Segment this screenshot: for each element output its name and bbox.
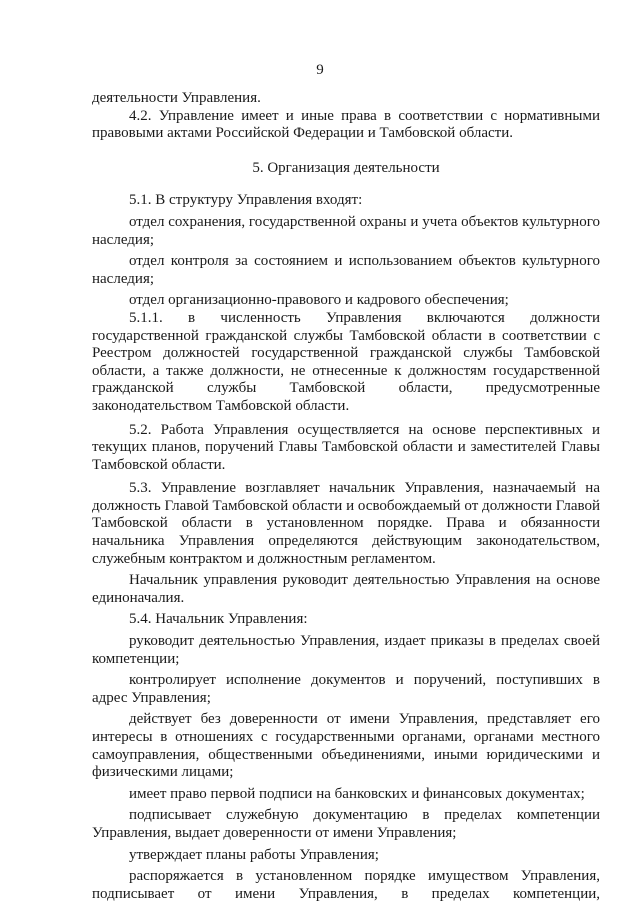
duty-item-6: утверждает планы работы Управления; (129, 846, 379, 863)
duty-item-4: имеет право первой подписи на банковских и финансовых документах; (129, 785, 585, 802)
paragraph-5-1-1: 5.1.1. в численность Управления включаются должности государственной гражданской службы Тамбовской области в соответствии с Реестром должностей государственной гражданской службы Тамбовской области, а также должности, не отнесенные к должностям государственной гражданской службы Тамбовской области, предусмотренные законодательством Тамбовской области. (92, 309, 600, 414)
duty-item-2: контролирует исполнение документов и поручений, поступивших в адрес Управления; (92, 672, 600, 706)
duty-item-3: действует без доверенности от имени Управления, представляет его интересы в отношениях с государственными органами, органами местного самоуправления, общественными объединениями, иными юридическими и физическими лицами; (92, 711, 600, 781)
paragraph-4-2: 4.2. Управление имеет и иные права в соответствии с нормативными правовыми актами Российской Федерации и Тамбовской области. (92, 107, 600, 142)
paragraph-5-3: 5.3. Управление возглавляет начальник Управления, назначаемый на должность Главой Тамбовской области и освобождаемый от должности Главой Тамбовской области в установленном порядке. Права и обязанности начальника Управления определяются действующим законодательством, служебным контрактом и должностным регламентом. (92, 480, 600, 567)
paragraph-5-2: 5.2. Работа Управления осуществляется на основе перспективных и текущих планов, поручений Главы Тамбовской области и заместителей Главы Тамбовской области. (92, 421, 600, 473)
paragraph-5-1: 5.1. В структуру Управления входят: (129, 192, 363, 209)
duty-item-1: руководит деятельностью Управления, издает приказы в пределах своей компетенции; (92, 633, 600, 667)
list-item-department-2: отдел контроля за состоянием и использованием объектов культурного наследия; (92, 253, 600, 287)
page-number: 9 (316, 62, 324, 78)
paragraph-5-4: 5.4. Начальник Управления: (129, 611, 308, 628)
paragraph-head-leads: Начальник управления руководит деятельностью Управления на основе единоначалия. (92, 572, 600, 606)
list-item-department-1: отдел сохранения, государственной охраны и учета объектов культурного наследия; (92, 213, 600, 248)
duty-item-7: распоряжается в установленном порядке имуществом Управления, подписывает от имени Управления, в пределах компетенции, (92, 868, 600, 902)
section-heading: 5. Организация деятельности (252, 159, 440, 176)
list-item-department-3: отдел организационно-правового и кадрового обеспечения; (129, 292, 509, 309)
duty-item-5: подписывает служебную документацию в пределах компетенции Управления, выдает доверенности от имени Управления; (92, 807, 600, 841)
paragraph-continuation: деятельности Управления. (92, 90, 261, 106)
document-body (92, 90, 600, 903)
